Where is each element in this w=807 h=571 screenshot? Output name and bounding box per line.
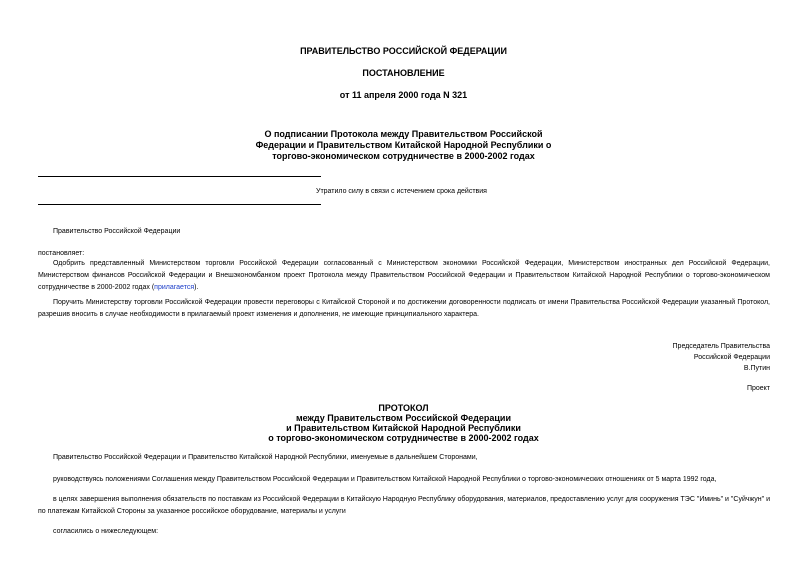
government-heading: ПРАВИТЕЛЬСТВО РОССИЙСКОЙ ФЕДЕРАЦИИ	[300, 46, 507, 56]
protocol-subtitle-2: и Правительством Китайской Народной Республики	[286, 423, 521, 433]
issuer-text: Правительство Российской Федерации	[53, 228, 181, 235]
attachment-link[interactable]: прилагается	[154, 284, 195, 291]
decree-paragraph-1-start: Одобрить представленный Министерством торговли Российской Федерации согласованный с Министерством экономики Российской Федерации, Министерством иностранных дел Российской Федерации, Министерством финансов Российской Федерации и Внешэкономбанком проект Протокола между Правительством Российской Федерации и Правительством Китайской Народной Республики о торгово-экономическом сотрудничестве в 2000-2002 годах (	[38, 260, 770, 291]
date-number: от 11 апреля 2000 года N 321	[339, 90, 468, 100]
decrees-text: постановляет:	[38, 250, 85, 257]
protocol-paragraph-1: Правительство Российской Федерации и Правительство Китайской Народной Республики, именуемые в дальнейшем Сторонами,	[53, 454, 478, 461]
divider-top	[38, 176, 321, 177]
protocol-paragraph-4: согласились о нижеследующем:	[53, 528, 159, 535]
protocol-paragraph-3: в целях завершения выполнения обязательств по поставкам из Российской Федерации в Китайскую Народную Республику оборудования, материалов, предоставлению услуг для сооружения ТЭС "Иминь" и "Суйчжун" и по платежам Китайской Стороны за указанное российское оборудование, материалы и услуги	[38, 496, 770, 515]
status-note: Утратило силу в связи с истечением срока действия	[316, 188, 487, 195]
protocol-subtitle-1: между Правительством Российской Федерации	[296, 413, 511, 423]
protocol-paragraph-2: руководствуясь положениями Соглашения между Правительством Российской Федерации и Правительством Китайской Народной Республики о торгово-экономических отношениях от 5 марта 1992 года,	[53, 476, 717, 483]
signature-line-1: Председатель Правительства	[672, 343, 770, 350]
draft-label: Проект	[746, 385, 770, 392]
decree-paragraph-2: Поручить Министерству торговли Российской Федерации провести переговоры с Китайской Стороной и по достижении договоренности подписать от имени Правительства Российской Федерации указанный Протокол, разрешив вносить в случае необходимости в прилагаемый проект изменения и дополнения, не имеющие принципиального характера.	[38, 299, 770, 318]
decree-paragraph-1-end: ).	[194, 284, 199, 291]
signature-line-2: Российской Федерации	[693, 354, 770, 361]
title-line-3: торгово-экономическом сотрудничестве в 2000-2002 годах	[272, 151, 535, 161]
protocol-subtitle-3: о торгово-экономическом сотрудничестве в 2000-2002 годах	[268, 433, 539, 443]
decree-paragraph-1	[38, 258, 770, 294]
divider-bottom	[38, 204, 321, 205]
doc-type-heading: ПОСТАНОВЛЕНИЕ	[362, 68, 445, 78]
title-line-1: О подписании Протокола между Правительством Российской	[264, 129, 543, 139]
title-line-2: Федерации и Правительством Китайской Народной Республики о	[255, 140, 552, 150]
protocol-title: ПРОТОКОЛ	[378, 403, 429, 413]
signature-name: В.Путин	[743, 365, 770, 372]
